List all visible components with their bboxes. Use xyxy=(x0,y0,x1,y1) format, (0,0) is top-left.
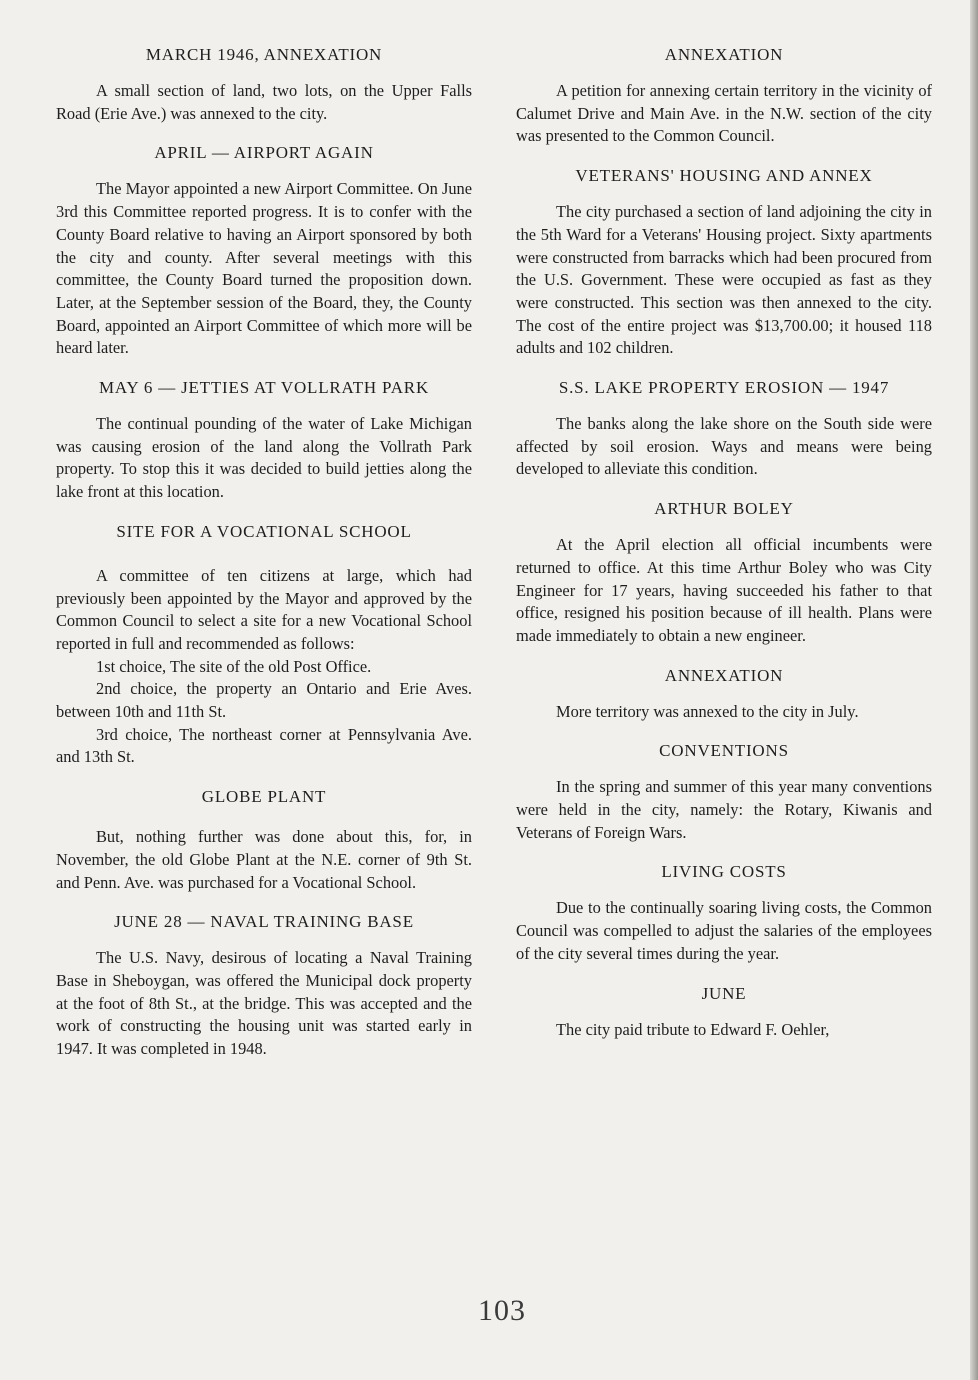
paragraph: 3rd choice, The northeast corner at Pennsylvania Ave. and 13th St. xyxy=(56,724,472,767)
paragraph: But, nothing further was done about this, for, in November, the old Globe Plant at the N.E. corner of 9th St. and Penn. Ave. was purchased for a Vocational School. xyxy=(56,827,472,892)
section-globe-plant xyxy=(56,786,472,894)
section-june xyxy=(516,983,932,1042)
section-veterans-housing xyxy=(516,165,932,360)
paragraph: The city purchased a section of land adjoining the city in the 5th Ward for a Veterans' Housing project. Sixty apartments were constructed from barracks which had been procured from the U.S. Government. These were occupied as fast as they were constructed. This section was then annexed to the city. The cost of the entire project was $13,700.00; it housed 118 adults and 102 children. xyxy=(516,202,932,358)
paragraph: The city paid tribute to Edward F. Oehler, xyxy=(556,1019,830,1039)
page-edge-shadow xyxy=(970,0,978,1380)
paragraph: A petition for annexing certain territory in the vicinity of Calumet Drive and Main Ave. in the N.W. section of the city was presented to the Common Council. xyxy=(516,81,932,146)
section-heading: VETERANS' HOUSING AND ANNEX xyxy=(575,166,873,186)
section-heading: SITE FOR A VOCATIONAL SCHOOL xyxy=(116,521,412,541)
section-heading: ANNEXATION xyxy=(664,45,784,64)
paragraph: A committee of ten citizens at large, which had previously been appointed by the Mayor and approved by the Common Council to select a site for a new Vocational School reported in full and recommended as follows: xyxy=(56,565,472,653)
paragraph: 2nd choice, the property an Ontario and Erie Aves. between 10th and 11th St. xyxy=(56,679,472,722)
section-heading: APRIL — AIRPORT AGAIN xyxy=(154,143,374,163)
paragraph: 1st choice, The site of the old Post Office. xyxy=(96,656,372,676)
section-heading: LIVING COSTS xyxy=(661,862,787,882)
right-column xyxy=(516,44,932,1058)
paragraph: The continual pounding of the water of Lake Michigan was causing erosion of the land along the Vollrath Park property. To stop this it was decided to build jetties along the lake front at this location. xyxy=(56,414,472,502)
section-march-annexation xyxy=(56,44,472,125)
left-column xyxy=(56,44,472,1078)
section-april-airport xyxy=(56,142,472,360)
section-heading: MARCH 1946, ANNEXATION xyxy=(145,45,383,64)
paragraph: The Mayor appointed a new Airport Committee. On June 3rd this Committee reported progress. It is to confer with the County Board relative to having an Airport sponsored by both the city and county. After several meetings with this committee, the County Board turned the proposition down. Later, at the September session of the Board, they, the County Board, appointed an Airport Committee of which more will be heard later. xyxy=(56,179,472,358)
section-heading: GLOBE PLANT xyxy=(201,787,327,807)
page-number: 103 xyxy=(478,1294,526,1327)
paragraph: Due to the continually soaring living costs, the Common Council was compelled to adjust the salaries of the employees of the city several times during the year. xyxy=(516,898,932,963)
section-heading: ARTHUR BOLEY xyxy=(654,499,794,519)
paragraph: More territory was annexed to the city in July. xyxy=(556,701,859,721)
section-vocational-school xyxy=(56,521,472,769)
paragraph: At the April election all official incumbents were returned to office. At this time Arthur Boley who was City Engineer for 17 years, having succeeded his father to that office, resigned his position because of ill health. Plans were made immediately to obtain a new engineer. xyxy=(516,535,932,645)
paragraph: The U.S. Navy, desirous of locating a Naval Training Base in Sheboygan, was offered the Municipal dock property at the foot of 8th St., at the bridge. This was accepted and the work of constructing the housing unit was started early in 1947. It was completed in 1948. xyxy=(56,948,472,1059)
section-heading: JUNE 28 — NAVAL TRAINING BASE xyxy=(114,912,414,932)
paragraph: In the spring and summer of this year many conventions were held in the city, namely: the Rotary, Kiwanis and Veterans of Foreign Wars. xyxy=(516,777,932,842)
section-naval-base xyxy=(56,911,472,1061)
section-heading: MAY 6 — JETTIES AT VOLLRATH PARK xyxy=(98,378,430,398)
section-living-costs xyxy=(516,861,932,965)
section-heading: S.S. LAKE PROPERTY EROSION — 1947 xyxy=(558,378,890,398)
section-conventions xyxy=(516,740,932,844)
section-arthur-boley xyxy=(516,498,932,648)
section-heading: CONVENTIONS xyxy=(659,741,789,761)
paragraph: A small section of land, two lots, on the Upper Falls Road (Erie Ave.) was annexed to the city. xyxy=(56,81,472,123)
section-annexation-2 xyxy=(516,665,932,724)
section-annexation-1 xyxy=(516,44,932,148)
paragraph: The banks along the lake shore on the South side were affected by soil erosion. Ways and means were being developed to alleviate this condition. xyxy=(516,414,932,479)
section-jetties xyxy=(56,377,472,504)
section-lake-erosion xyxy=(516,377,932,481)
section-heading: ANNEXATION xyxy=(664,665,784,685)
section-heading: JUNE xyxy=(701,983,747,1003)
